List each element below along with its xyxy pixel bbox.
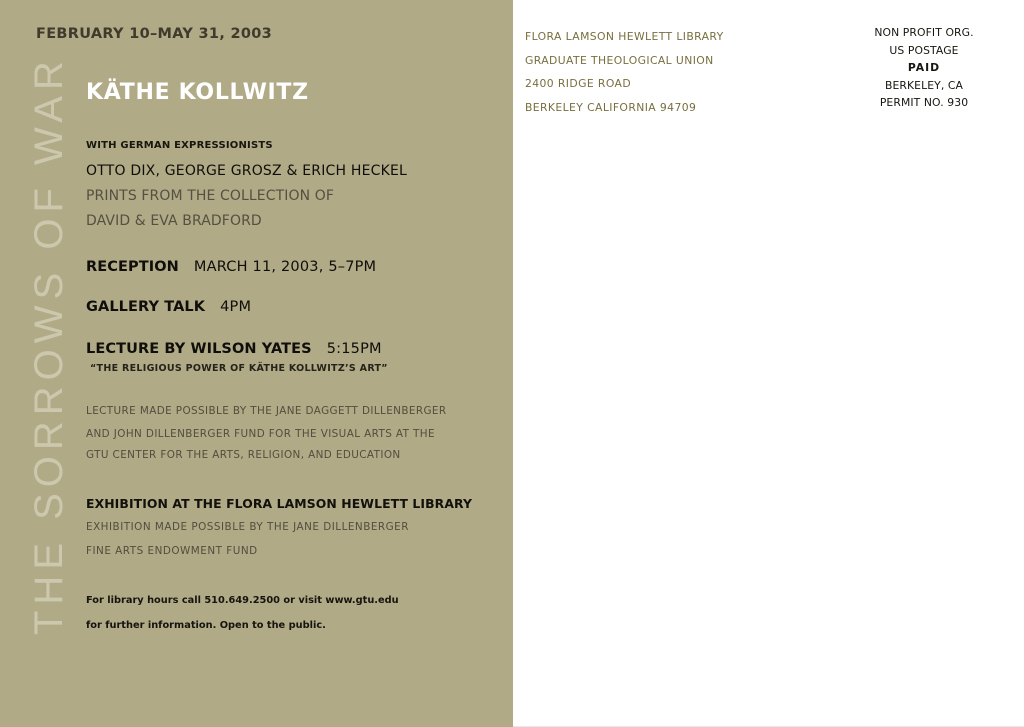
library-hours-info: For library hours call 510.649.2500 or visit www.gtu.edu bbox=[86, 595, 399, 606]
address-line: 2400 RIDGE ROAD bbox=[525, 77, 632, 90]
exhibition-funding-line: EXHIBITION MADE POSSIBLE BY THE JANE DILLENBERGER bbox=[86, 521, 409, 533]
gallery-talk-label: GALLERY TALK bbox=[86, 299, 206, 315]
reception-time: MARCH 11, 2003, 5–7PM bbox=[193, 259, 377, 275]
with-label: WITH GERMAN EXPRESSIONISTS bbox=[86, 140, 273, 151]
exhibition-funding-line: FINE ARTS ENDOWMENT FUND bbox=[86, 545, 258, 557]
postage-paid: PAID bbox=[907, 61, 941, 75]
vertical-title: THE SORROWS OF WAR bbox=[27, 55, 71, 635]
postage-permit: PERMIT NO. 930 bbox=[879, 96, 969, 110]
mailing-panel bbox=[513, 0, 1024, 727]
address-line: FLORA LAMSON HEWLETT LIBRARY bbox=[525, 30, 724, 43]
lecture-time: 5:15PM bbox=[326, 341, 382, 357]
address-line: BERKELEY CALIFORNIA 94709 bbox=[525, 100, 697, 114]
public-access-info: for further information. Open to the public. bbox=[86, 620, 326, 631]
collectors-name: DAVID & EVA BRADFORD bbox=[86, 213, 262, 229]
postage-line: US POSTAGE bbox=[889, 43, 959, 57]
postage-line: BERKELEY, CA bbox=[884, 78, 964, 92]
address-line: GRADUATE THEOLOGICAL UNION bbox=[525, 53, 714, 67]
postage-indicia bbox=[844, 24, 1004, 112]
lecture-row bbox=[86, 341, 382, 357]
prints-collection-line: PRINTS FROM THE COLLECTION OF bbox=[86, 188, 334, 204]
exhibition-title: KÄTHE KOLLWITZ bbox=[86, 80, 309, 105]
date-range: FEBRUARY 10–MAY 31, 2003 bbox=[36, 26, 273, 42]
gallery-talk-time: 4PM bbox=[220, 299, 252, 315]
postage-line: NON PROFIT ORG. bbox=[874, 26, 974, 39]
lecture-funding-line: AND JOHN DILLENBERGER FUND FOR THE VISUAL ARTS AT THE bbox=[86, 428, 435, 440]
lecture-funding-line: GTU CENTER FOR THE ARTS, RELIGION, AND EDUCATION bbox=[86, 449, 401, 461]
reception-row bbox=[86, 259, 376, 275]
reception-label: RECEPTION bbox=[86, 259, 179, 275]
artists-list: OTTO DIX, GEORGE GROSZ & ERICH HECKEL bbox=[86, 163, 408, 179]
lecture-label: LECTURE BY WILSON YATES bbox=[86, 341, 312, 357]
exhibition-location-heading: EXHIBITION AT THE FLORA LAMSON HEWLETT LIBRARY bbox=[86, 496, 473, 511]
return-address bbox=[525, 25, 724, 119]
lecture-title: “THE RELIGIOUS POWER OF KÄTHE KOLLWITZ’S ART” bbox=[90, 363, 388, 374]
gallery-talk-row bbox=[86, 299, 251, 315]
lecture-funding-line: LECTURE MADE POSSIBLE BY THE JANE DAGGETT DILLENBERGER bbox=[86, 405, 447, 417]
